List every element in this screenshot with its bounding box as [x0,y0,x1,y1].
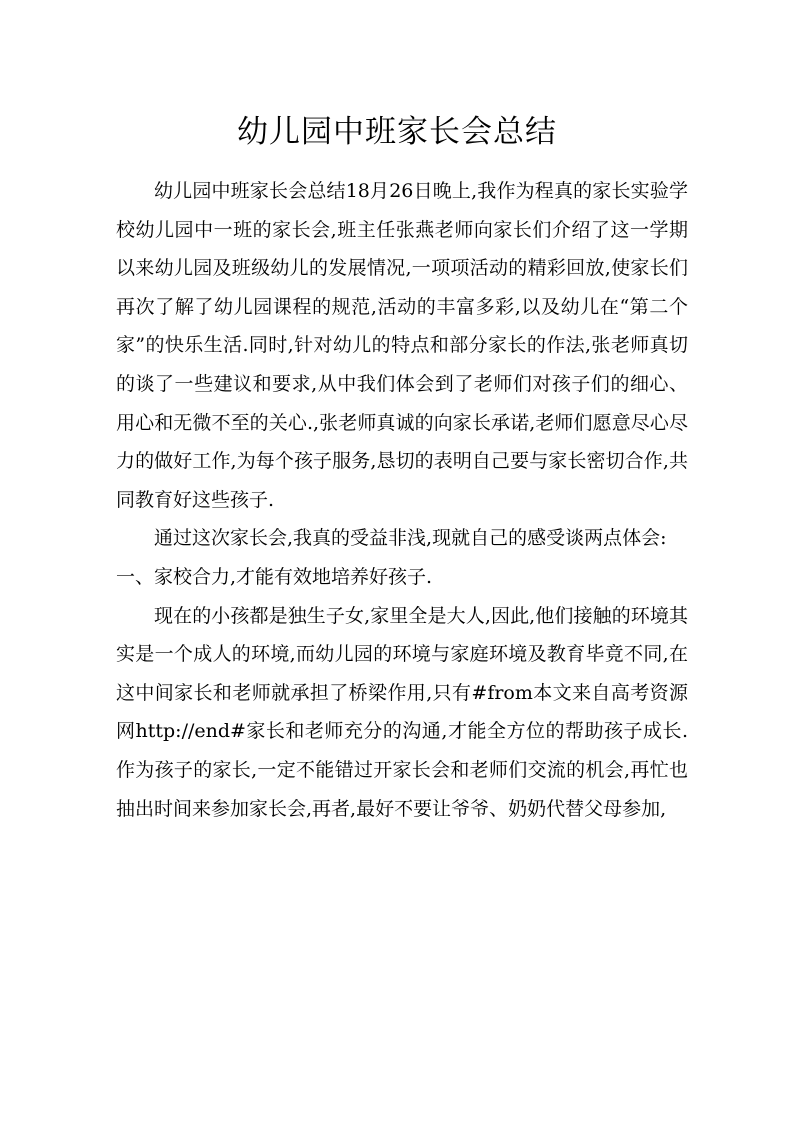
section-heading-1: 一、家校合力,才能有效地培养好孩子. [116,565,433,588]
paragraph-reflection: 通过这次家长会,我真的受益非浅,现就自己的感受谈两点体会: [154,527,667,550]
paragraph-section-1: 现在的小孩都是独生子女,家里全是大人,因此,他们接触的环境其实是一个成人的环境,而幼儿园的环境与家庭环境及教育毕竟不同,在这中间家长和老师就承担了桥梁作用,只有#from本文来自高考资源网http://end#家长和老师充分的沟通,才能全方位的帮助孩子成长.作为孩子的家长,一定不能错过开家长会和老师们交流的机会,再忙也抽出时间来参加家长会,再者,最好不要让爷爷、奶奶代替父母参加, [116,604,688,820]
document-body [116,172,688,828]
page-title: 幼儿园中班家长会总结 [237,114,557,150]
paragraph-intro: 幼儿园中班家长会总结18月26日晚上,我作为程真的家长实验学校幼儿园中一班的家长会,班主任张燕老师向家长们介绍了这一学期以来幼儿园及班级幼儿的发展情况,一项项活动的精彩回放,使家长们再次了解了幼儿园课程的规范,活动的丰富多彩,以及幼儿在“第二个家”的快乐生活.同时,针对幼儿的特点和部分家长的作法,张老师真切的谈了一些建议和要求,从中我们体会到了老师们对孩子们的细心、用心和无微不至的关心.,张老师真诚的向家长承诺,老师们愿意尽心尽力的做好工作,为每个孩子服务,恳切的表明自己要与家长密切合作,共同教育好这些孩子. [116,180,688,511]
